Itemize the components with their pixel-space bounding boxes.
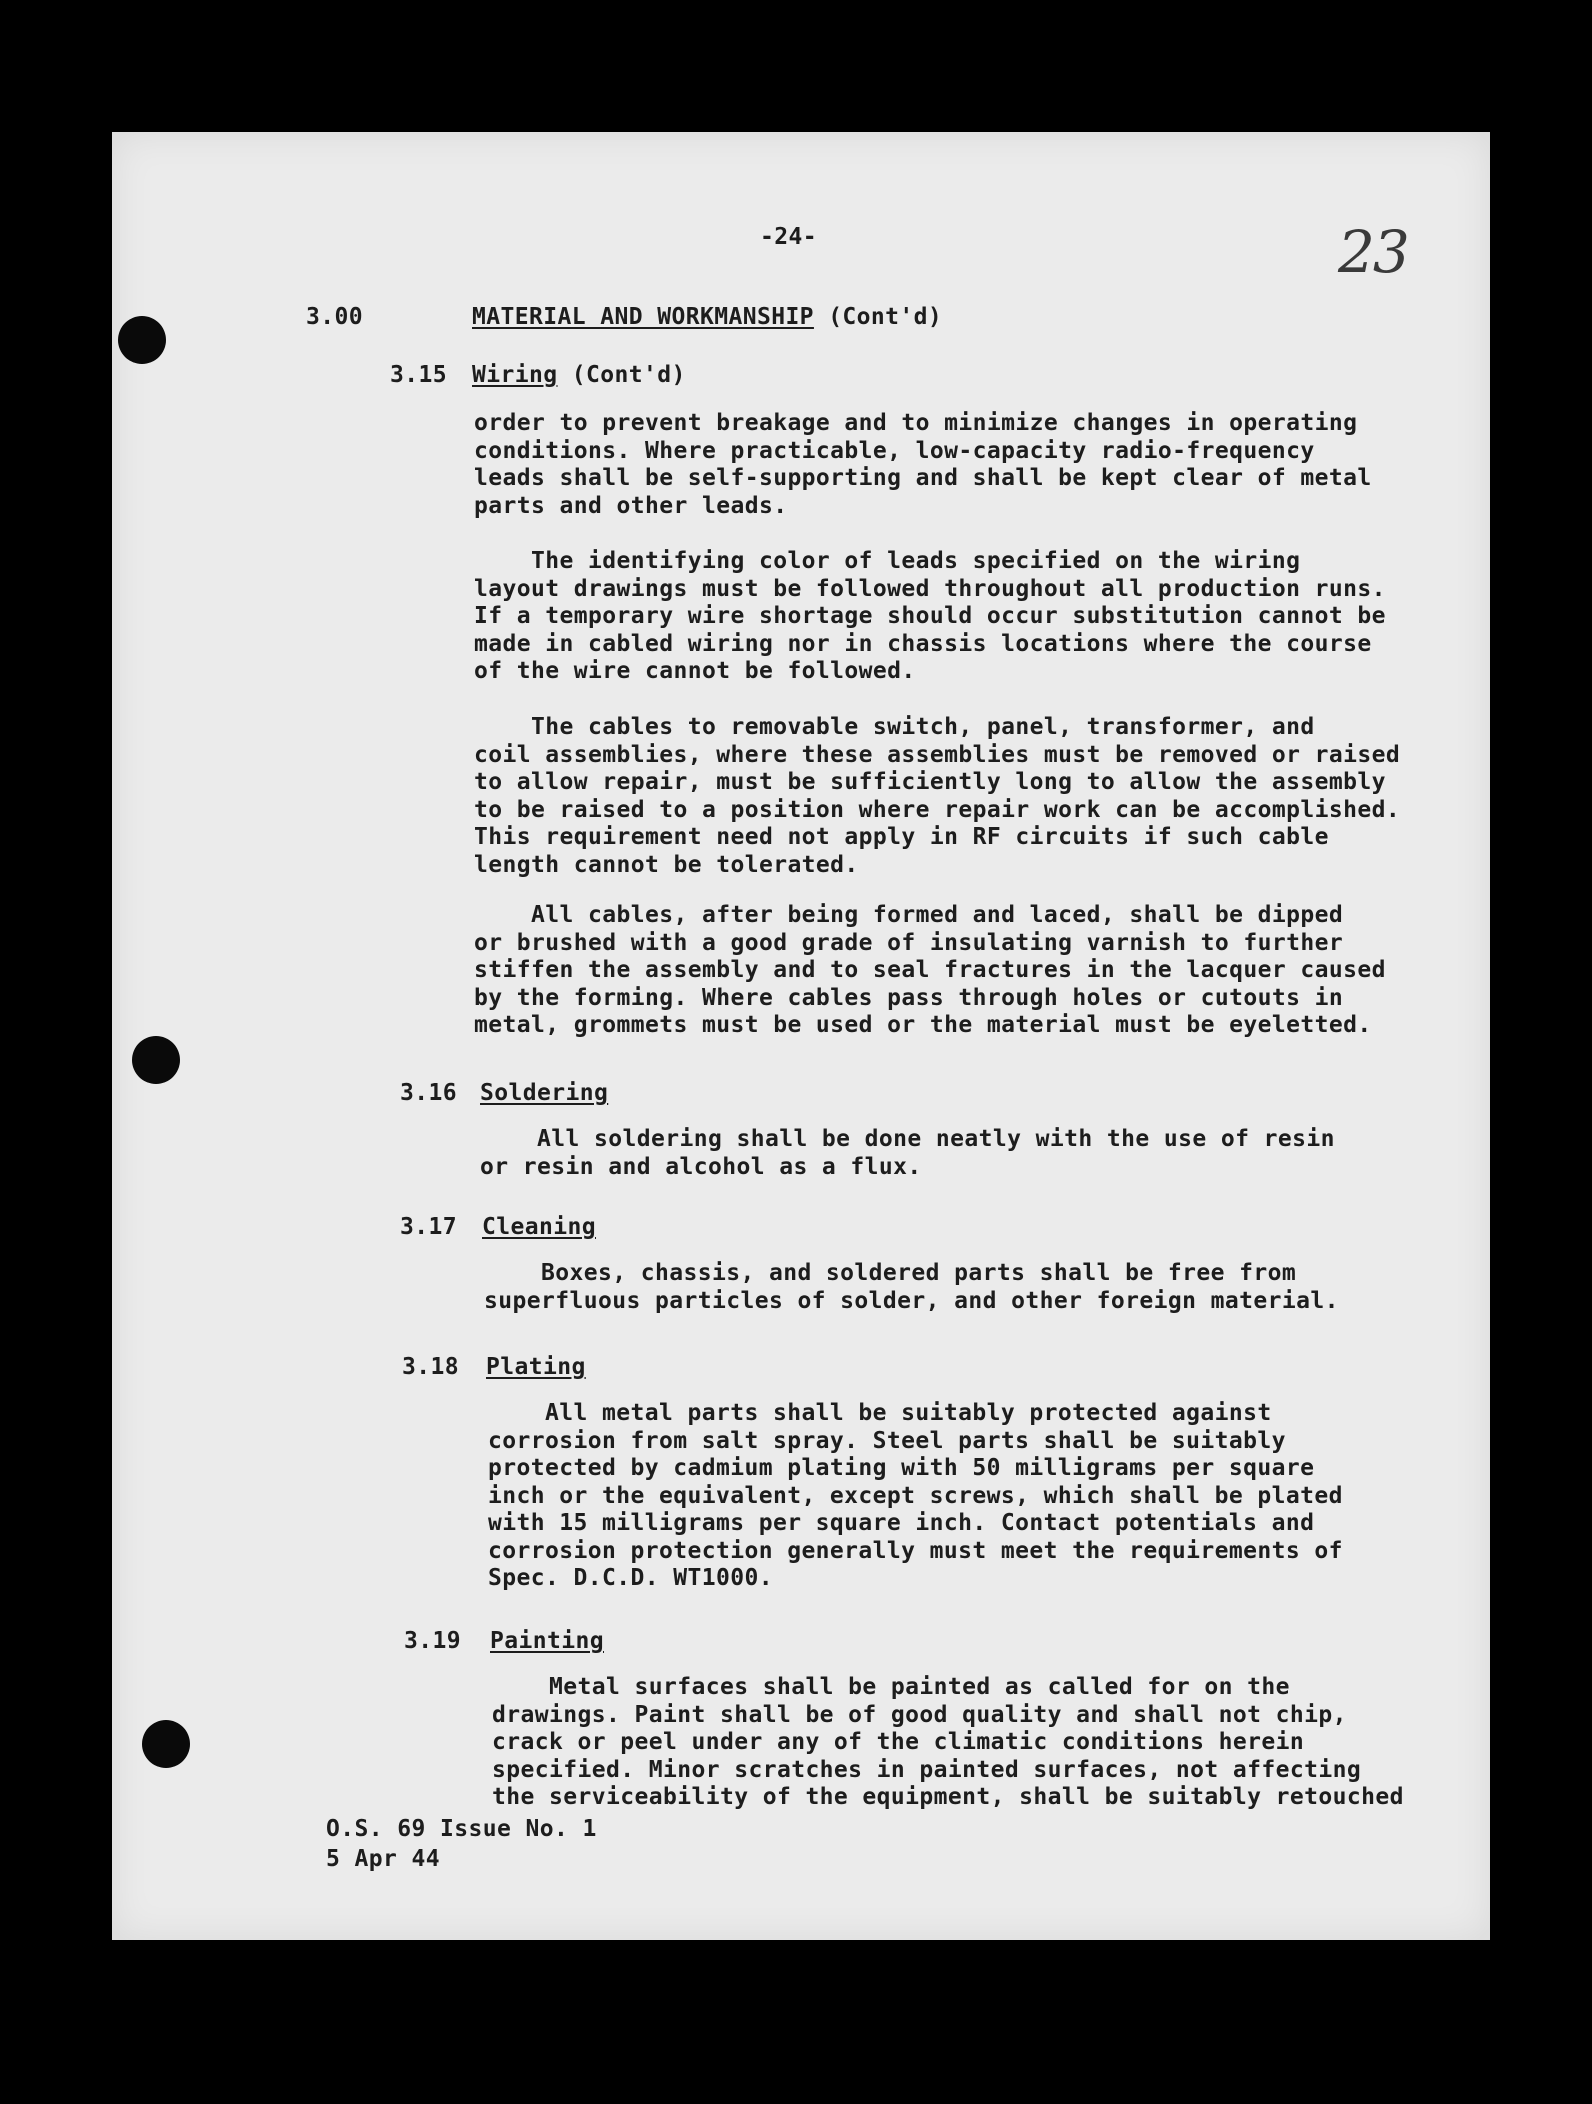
subsection-3-15-number: 3.15 xyxy=(390,362,447,388)
text-line: This requirement need not apply in RF circuits if such cable xyxy=(474,824,1329,850)
subsection-3-16-title: Soldering xyxy=(480,1080,609,1106)
text-line: corrosion protection generally must meet the requirements of xyxy=(488,1537,1343,1564)
text-line: or brushed with a good grade of insulating varnish to further xyxy=(474,929,1344,956)
text-line: order to prevent breakage and to minimize changes in operating xyxy=(474,410,1358,436)
text-line: The cables to removable switch, panel, transformer, and xyxy=(474,714,1315,740)
text-line: stiffen the assembly and to seal fractures in the lacquer caused xyxy=(474,957,1386,983)
section-title: MATERIAL AND WORKMANSHIP xyxy=(472,304,814,330)
text-line: the serviceability of the equipment, shall be suitably retouched xyxy=(492,1784,1404,1810)
text-line: All metal parts shall be suitably protected against xyxy=(488,1400,1272,1426)
section-heading xyxy=(472,304,942,332)
soldering-paragraph xyxy=(480,1126,1440,1181)
subsection-3-15-heading xyxy=(472,362,686,390)
wiring-paragraph-1 xyxy=(474,410,1434,520)
text-line: to be raised to a position where repair work can be accomplished. xyxy=(474,796,1401,823)
text-line: All soldering shall be done neatly with the use of resin xyxy=(480,1126,1335,1152)
text-line: layout drawings must be followed throughout all production runs. xyxy=(474,575,1386,602)
text-line: inch or the equivalent, except screws, which shall be plated xyxy=(488,1482,1343,1509)
text-line: of the wire cannot be followed. xyxy=(474,658,916,684)
subsection-3-15-title: Wiring xyxy=(472,362,558,388)
subsection-3-16-number: 3.16 xyxy=(400,1080,457,1106)
text-line: metal, grommets must be used or the material must be eyeletted. xyxy=(474,1012,1372,1038)
text-line: All cables, after being formed and laced, shall be dipped xyxy=(474,902,1344,928)
text-line: drawings. Paint shall be of good quality and shall not chip, xyxy=(492,1701,1347,1728)
subsection-3-15-suffix: (Cont'd) xyxy=(571,362,686,388)
section-number: 3.00 xyxy=(306,304,363,330)
punch-hole-top xyxy=(118,316,166,364)
section-title-suffix: (Cont'd) xyxy=(828,304,943,330)
footer-date: 5 Apr 44 xyxy=(326,1846,440,1872)
subsection-3-17-number: 3.17 xyxy=(400,1214,457,1240)
subsection-3-19-title: Painting xyxy=(490,1628,604,1654)
subsection-3-17-title: Cleaning xyxy=(482,1214,596,1240)
text-line: specified. Minor scratches in painted surfaces, not affecting xyxy=(492,1756,1362,1783)
handwritten-folio-number: 23 xyxy=(1338,218,1408,286)
text-line: by the forming. Where cables pass through holes or cutouts in xyxy=(474,984,1344,1011)
footer-issue: O.S. 69 Issue No. 1 xyxy=(326,1816,597,1842)
plating-paragraph xyxy=(488,1400,1448,1593)
punch-hole-bottom xyxy=(142,1720,190,1768)
subsection-3-19-number: 3.19 xyxy=(404,1628,461,1654)
text-line: protected by cadmium plating with 50 milligrams per square xyxy=(488,1455,1315,1481)
text-line: leads shall be self-supporting and shall be kept clear of metal xyxy=(474,465,1372,491)
subsection-3-18-number: 3.18 xyxy=(402,1354,459,1380)
text-line: to allow repair, must be sufficiently long to allow the assembly xyxy=(474,769,1386,795)
punch-hole-middle xyxy=(132,1036,180,1084)
text-line: Boxes, chassis, and soldered parts shall be free from xyxy=(484,1260,1297,1286)
text-line: with 15 milligrams per square inch. Contact potentials and xyxy=(488,1510,1315,1536)
text-line: coil assemblies, where these assemblies must be removed or raised xyxy=(474,741,1401,768)
text-line: length cannot be tolerated. xyxy=(474,851,859,878)
text-line: crack or peel under any of the climatic conditions herein xyxy=(492,1729,1305,1755)
cleaning-paragraph xyxy=(484,1260,1444,1315)
text-line: Metal surfaces shall be painted as called for on the xyxy=(492,1674,1290,1700)
text-line: parts and other leads. xyxy=(474,492,788,519)
text-line: superfluous particles of solder, and other foreign material. xyxy=(484,1287,1339,1314)
painting-paragraph xyxy=(492,1674,1452,1812)
wiring-paragraph-2 xyxy=(474,548,1434,686)
wiring-paragraph-4 xyxy=(474,902,1434,1040)
text-line: conditions. Where practicable, low-capacity radio-frequency xyxy=(474,437,1315,464)
subsection-3-18-title: Plating xyxy=(486,1354,586,1380)
text-line: The identifying color of leads specified on the wiring xyxy=(474,548,1301,574)
text-line: If a temporary wire shortage should occur substitution cannot be xyxy=(474,603,1386,629)
text-line: corrosion from salt spray. Steel parts shall be suitably xyxy=(488,1427,1286,1454)
text-line: made in cabled wiring nor in chassis locations where the course xyxy=(474,630,1372,657)
page-number: -24- xyxy=(760,224,817,250)
text-line: Spec. D.C.D. WT1000. xyxy=(488,1565,773,1591)
text-line: or resin and alcohol as a flux. xyxy=(480,1153,922,1180)
wiring-paragraph-3 xyxy=(474,714,1434,879)
